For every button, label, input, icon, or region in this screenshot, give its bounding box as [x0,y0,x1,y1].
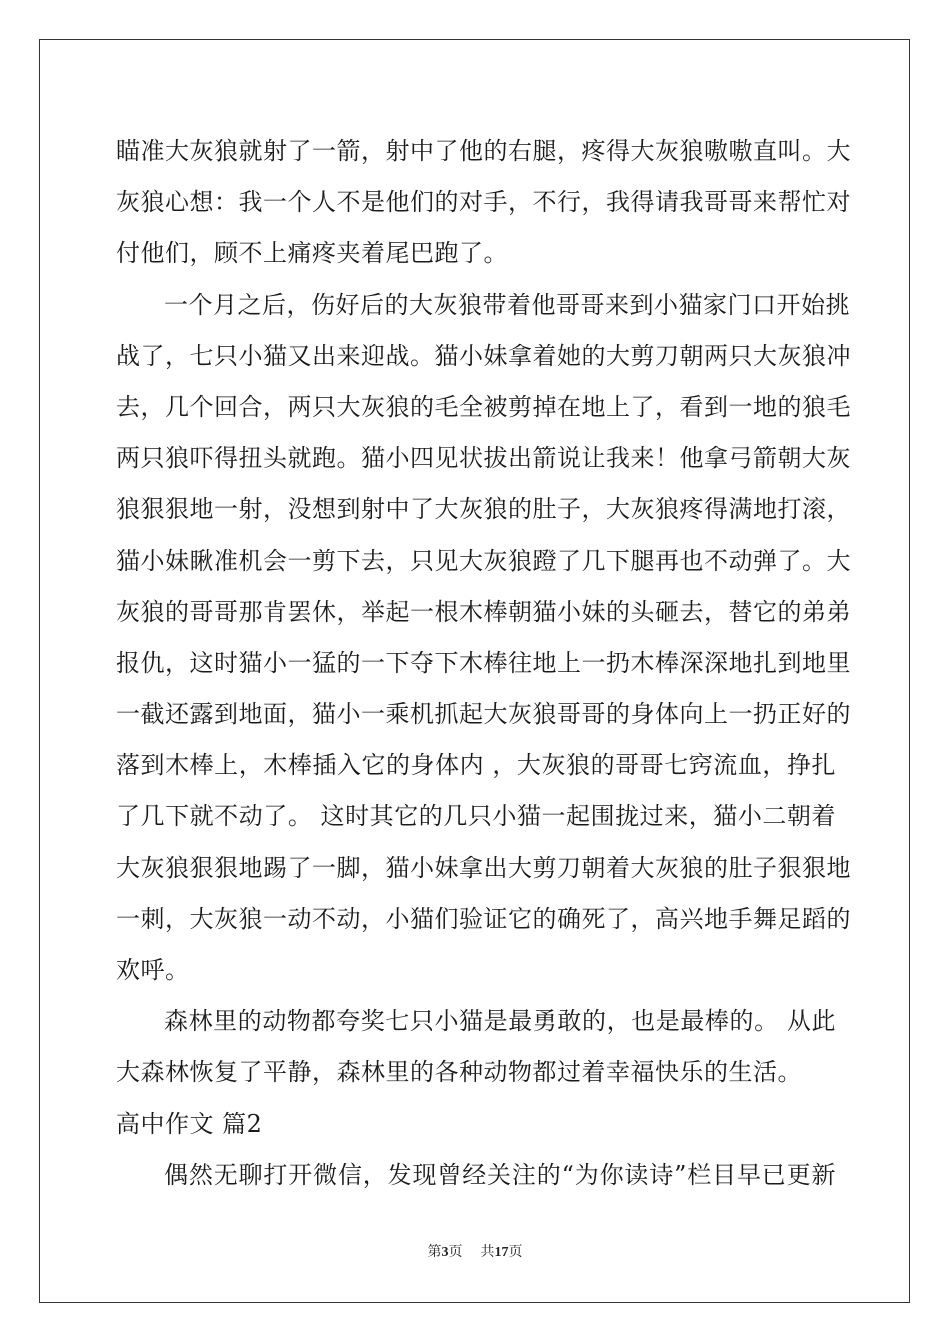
text-line: 大灰狼狠狠地踢了一脚，猫小妹拿出大剪刀朝着大灰狼的肚子狠狠地 [116,853,851,882]
page-suffix: 页 [448,1244,463,1260]
text-line: 一刺，大灰狼一动不动，小猫们验证它的确死了，高兴地手舞足蹈的 [116,904,851,933]
page-total: 17 [494,1245,509,1260]
text-line: 去，几个回合，两只大灰狼的毛全被剪掉在地上了，看到一地的狼毛 [116,392,851,421]
paragraph-4 [116,1150,836,1201]
total-prefix: 共 [480,1244,495,1260]
section-heading: 高中作文 篇2 [116,1109,263,1138]
paragraph-2 [116,280,851,997]
text-line: 战了，七只小猫又出来迎战。猫小妹拿着她的大剪刀朝两只大灰狼冲 [116,341,851,370]
page-footer [0,1241,950,1261]
text-line: 灰狼心想：我一个人不是他们的对手，不行，我得请我哥哥来帮忙对 [116,188,851,217]
text-line: 猫小妹瞅准机会一剪下去，只见大灰狼蹬了几下腿再也不动弹了。大 [116,546,851,575]
text-line: 欢呼。 [116,956,190,984]
text-line: 偶然无聊打开微信，发现曾经关注的“为你读诗”栏目早已更新 [164,1160,836,1189]
text-line: 报仇，这时猫小一猛的一下夺下木棒往地上一扔木棒深深地扎到地里 [116,648,851,677]
document-body [116,126,851,1201]
page-prefix: 第 [427,1244,442,1260]
text-line: 森林里的动物都夸奖七只小猫是最勇敢的，也是最棒的。 从此 [164,1007,836,1036]
text-line: 付他们，顾不上痛疼夹着尾巴跑了。 [116,239,508,268]
text-line: 狼狠狠地一射，没想到射中了大灰狼的肚子，大灰狼疼得满地打滚， [116,495,851,524]
text-line: 一个月之后，伤好后的大灰狼带着他哥哥来到小猫家门口开始挑 [164,290,850,319]
paragraph-1 [116,126,851,280]
text-line: 大森林恢复了平静，森林里的各种动物都过着幸福快乐的生活。 [116,1058,802,1087]
paragraph-3 [116,996,836,1098]
text-line: 一截还露到地面，猫小一乘机抓起大灰狼哥哥的身体向上一扔正好的 [116,700,851,729]
page-current: 3 [441,1245,449,1260]
text-line: 落到木棒上，木棒插入它的身体内 ，大灰狼的哥哥七窍流血，挣扎 [116,751,836,780]
text-line: 灰狼的哥哥那肯罢休，举起一根木棒朝猫小妹的头砸去，替它的弟弟 [116,597,851,626]
total-suffix: 页 [508,1244,523,1260]
text-line: 两只狼吓得扭头就跑。猫小四见状拔出箭说让我来！他拿弓箭朝大灰 [116,444,851,473]
text-line: 了几下就不动了。 这时其它的几只小猫一起围拢过来，猫小二朝着 [116,802,836,831]
text-line: 瞄准大灰狼就射了一箭，射中了他的右腿，疼得大灰狼嗷嗷直叫。大 [116,137,851,165]
